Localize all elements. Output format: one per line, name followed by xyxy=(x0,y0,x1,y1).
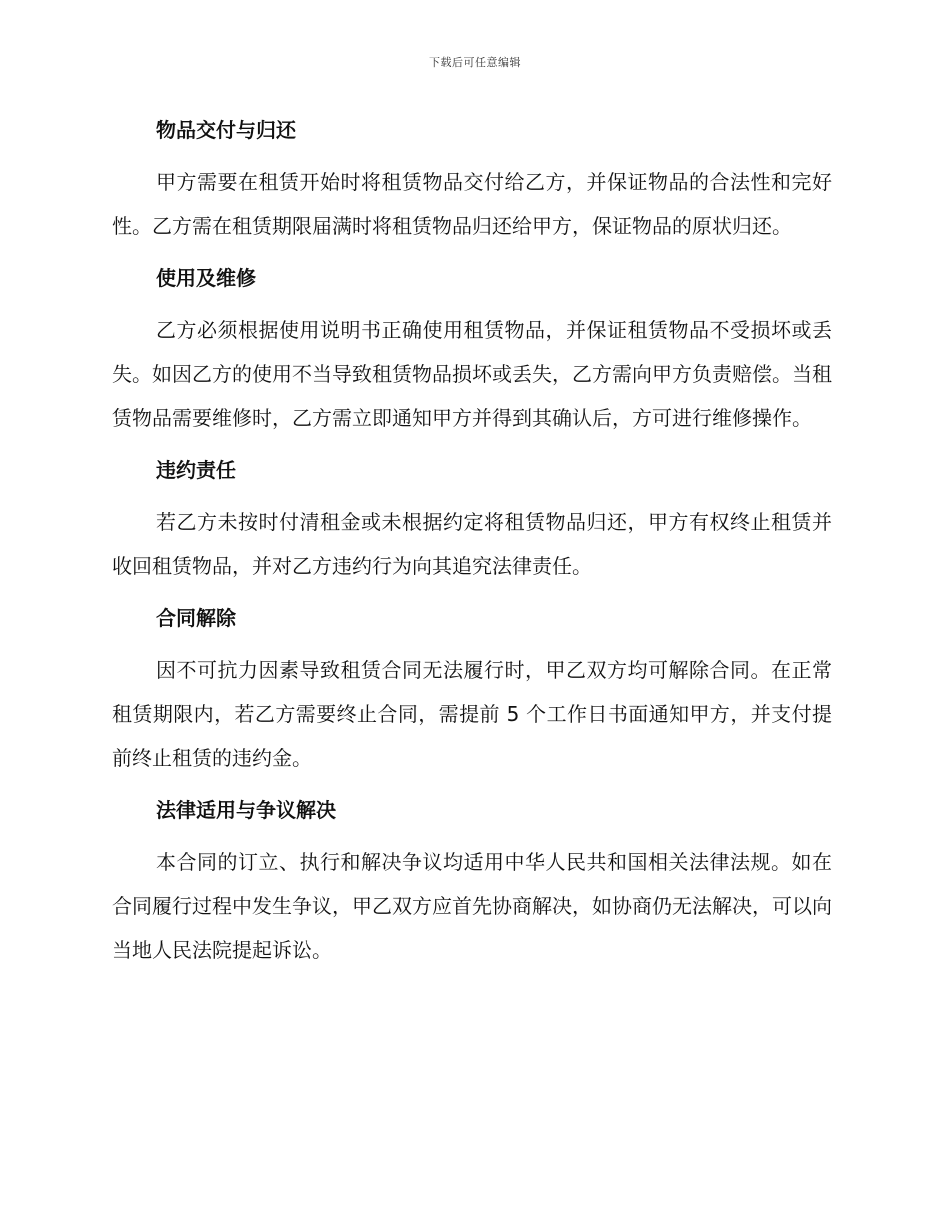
section-paragraph: 若乙方未按时付清租金或未根据约定将租赁物品归还，甲方有权终止租赁并收回租赁物品，并对乙方违约行为向其追究法律责任。 xyxy=(112,510,832,578)
section-paragraph: 乙方必须根据使用说明书正确使用租赁物品，并保证租赁物品不受损坏或丢失。如因乙方的使用不当导致租赁物品损坏或丢失，乙方需向甲方负责赔偿。当租赁物品需要维修时，乙方需立即通知甲方并得到其确认后，方可进行维修操作。 xyxy=(112,318,832,430)
section-title: 合同解除 xyxy=(156,606,236,630)
section-title: 法律适用与争议解决 xyxy=(156,798,336,822)
section-use-maintenance xyxy=(112,256,832,440)
section-paragraph: 本合同的订立、执行和解决争议均适用中华人民共和国相关法律法规。如在合同履行过程中发生争议，甲乙双方应首先协商解决，如协商仍无法解决，可以向当地人民法院提起诉讼。 xyxy=(112,850,832,962)
page-header-note: 下载后可任意编辑 xyxy=(429,56,521,69)
document-body xyxy=(112,108,832,972)
section-law-dispute xyxy=(112,788,832,972)
section-delivery-return xyxy=(112,108,832,248)
section-paragraph: 因不可抗力因素导致租赁合同无法履行时，甲乙双方均可解除合同。在正常租赁期限内，若乙方需要终止合同，需提前 5 个工作日书面通知甲方，并支付提前终止租赁的违约金。 xyxy=(112,658,832,770)
section-termination xyxy=(112,596,832,780)
section-title: 使用及维修 xyxy=(156,266,256,290)
section-breach-liability xyxy=(112,448,832,588)
section-title: 物品交付与归还 xyxy=(156,118,296,142)
section-title: 违约责任 xyxy=(156,458,236,482)
section-paragraph: 甲方需要在租赁开始时将租赁物品交付给乙方，并保证物品的合法性和完好性。乙方需在租赁期限届满时将租赁物品归还给甲方，保证物品的原状归还。 xyxy=(112,170,832,238)
